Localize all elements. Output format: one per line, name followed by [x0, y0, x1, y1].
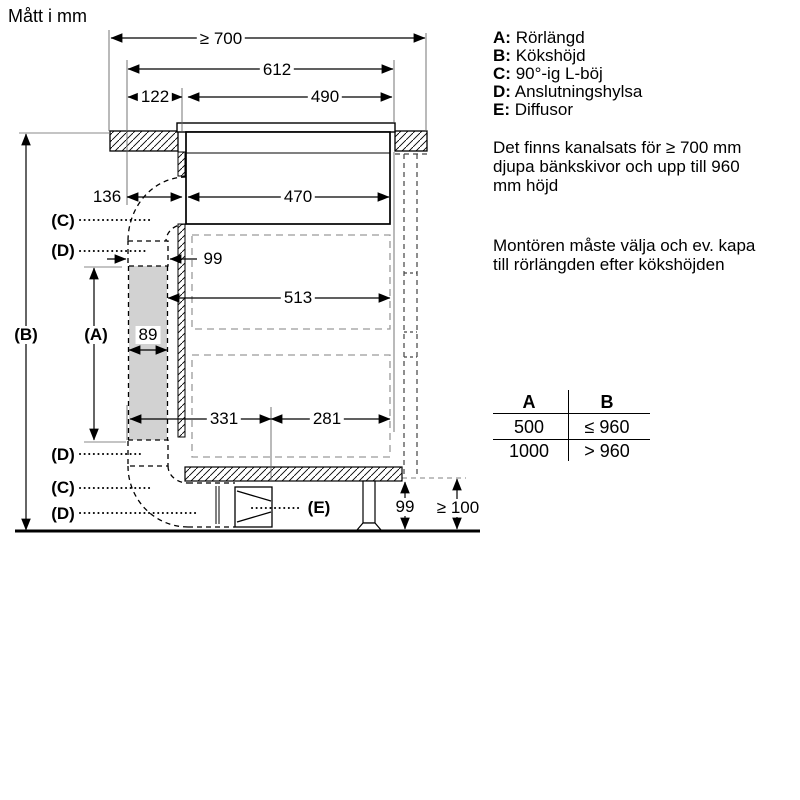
part-label-d-upper: (D) — [51, 241, 75, 260]
table-row1-b: ≤ 960 — [584, 417, 630, 437]
lower-sleeve — [128, 440, 168, 466]
table-rule-1 — [493, 413, 650, 414]
dim-left-offset: 122 — [138, 88, 172, 106]
worktop-right — [395, 131, 427, 151]
cabinet-bottom-plank — [185, 467, 402, 481]
dimension-lines — [26, 38, 457, 530]
dim-interior-width: 513 — [281, 289, 315, 307]
note-installer: Montören måste välja och ev. kapa till rörlängden efter kökshöjden — [493, 236, 756, 274]
dim-duct-offset: 136 — [90, 188, 124, 206]
dim-cutout-width: 490 — [308, 88, 342, 106]
reference-ticks — [19, 133, 126, 442]
note-channel-kit: Det finns kanalsats för ≥ 700 mm djupa bänkskivor och upp till 960 mm höjd — [493, 138, 742, 195]
lower-bend-outer — [128, 466, 188, 527]
legend-item-b: B: Kökshöjd — [493, 46, 586, 65]
dim-hob-body-width: 470 — [281, 188, 315, 206]
hob-body — [186, 132, 390, 224]
dim-plinth-height: ≥ 100 — [434, 499, 482, 517]
legend-item-e: E: Diffusor — [493, 100, 573, 119]
dim-right-span: 281 — [310, 410, 344, 428]
dim-worktop-depth: ≥ 700 — [197, 30, 245, 48]
part-label-a: (A) — [81, 326, 111, 344]
cabinet-side-wall — [178, 152, 185, 437]
dim-hob-width: 612 — [260, 61, 294, 79]
part-label-b: (B) — [11, 326, 41, 344]
dim-plinth-duct-height: 99 — [393, 498, 418, 516]
dim-diffusor-offset: 331 — [207, 410, 241, 428]
upper-sleeve — [128, 241, 168, 266]
legend — [493, 29, 642, 119]
part-label-e: (E) — [307, 498, 331, 517]
table-row1-a: 500 — [513, 417, 545, 437]
part-label-c-upper: (C) — [51, 211, 75, 230]
rear-duct-channel — [395, 154, 427, 477]
diffusor — [235, 487, 272, 527]
table-divider — [568, 390, 569, 461]
dim-sleeve-width: 99 — [203, 249, 223, 268]
table-row2-a: 1000 — [508, 441, 550, 461]
table-header-b: B — [600, 392, 614, 412]
upper-bend-outer — [128, 177, 186, 241]
part-label-d-mid: (D) — [51, 445, 75, 464]
part-label-c-lower: (C) — [51, 478, 75, 497]
table-rule-2 — [493, 439, 650, 440]
legend-item-a: A: Rörlängd — [493, 28, 585, 47]
page-title: Mått i mm — [8, 6, 87, 26]
part-label-d-lower: (D) — [51, 504, 75, 523]
hob-glass-plate — [177, 123, 395, 132]
legend-item-c: C: 90°-ig L-böj — [493, 64, 603, 83]
table-row2-b: > 960 — [584, 441, 630, 461]
duct-pipe — [129, 266, 167, 440]
dim-pipe-width: 89 — [136, 326, 161, 344]
legend-item-d: D: Anslutningshylsa — [493, 82, 643, 101]
table-header-a: A — [522, 392, 536, 412]
worktop-left — [110, 131, 178, 151]
cabinet-foot — [357, 481, 381, 530]
